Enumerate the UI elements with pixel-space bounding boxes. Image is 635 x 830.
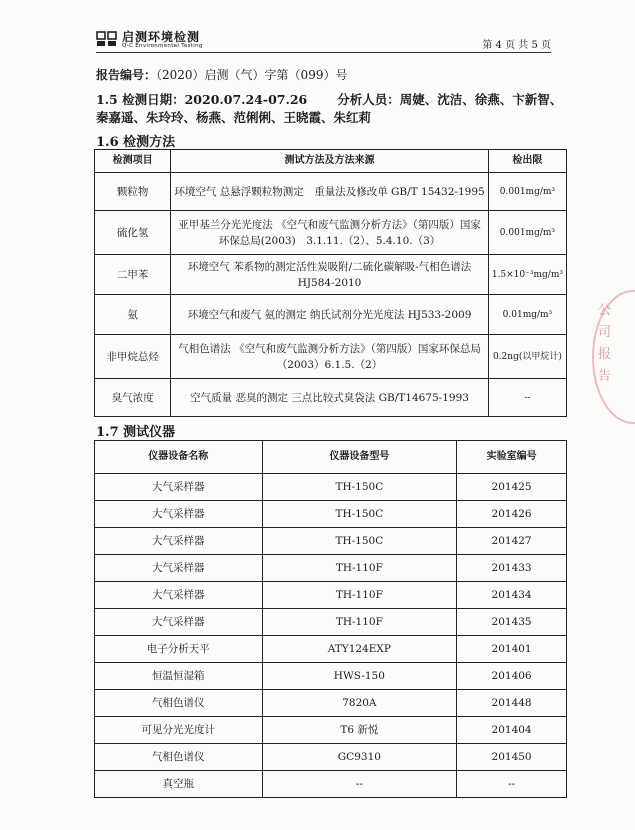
section-1-5 <box>96 91 566 127</box>
table-row <box>95 636 567 663</box>
detection-limit: 0.001mg/m³ <box>488 173 566 211</box>
lab-number: 201450 <box>457 744 567 771</box>
table-row <box>95 173 567 211</box>
test-date: 1.5 检测日期：2020.07.24-07.26 <box>96 92 308 107</box>
table-row <box>95 379 567 417</box>
page-header <box>96 26 551 53</box>
instrument-name: 大气采样器 <box>95 501 263 528</box>
instrument-name: 大气采样器 <box>95 609 263 636</box>
report-number-label: 报告编号： <box>96 68 157 82</box>
test-method: 空气质量 恶臭的测定 三点比较式臭袋法 GB/T14675-1993 <box>171 379 489 417</box>
lab-number: 201425 <box>457 474 567 501</box>
table-row <box>95 474 567 501</box>
instrument-name: 大气采样器 <box>95 582 263 609</box>
lab-number: 201427 <box>457 528 567 555</box>
column-header: 检出限 <box>488 150 566 173</box>
lab-number: 201426 <box>457 501 567 528</box>
lab-number: 201406 <box>457 663 567 690</box>
methods-table <box>94 149 567 417</box>
instrument-name: 大气采样器 <box>95 555 263 582</box>
table-row <box>95 717 567 744</box>
lab-number: 201435 <box>457 609 567 636</box>
detection-limit: 0.2ng(以甲烷计) <box>488 335 566 379</box>
test-item: 二甲苯 <box>95 255 171 295</box>
instrument-name: 可见分光光度计 <box>95 717 263 744</box>
instrument-model: TH-110F <box>262 582 457 609</box>
instrument-name: 真空瓶 <box>95 771 263 798</box>
instrument-model: TH-150C <box>262 474 457 501</box>
table-row <box>95 528 567 555</box>
column-header: 仪器设备名称 <box>95 441 263 474</box>
lab-number: 201434 <box>457 582 567 609</box>
test-method: 环境空气 总悬浮颗粒物测定 重量法及修改单 GB/T 15432-1995 <box>171 173 489 211</box>
detection-limit: 0.01mg/m³ <box>488 295 566 335</box>
company-logo-icon <box>96 30 118 48</box>
report-number-line <box>96 66 347 83</box>
test-item: 臭气浓度 <box>95 379 171 417</box>
table-row <box>95 501 567 528</box>
test-item: 颗粒物 <box>95 173 171 211</box>
column-header: 测试方法及方法来源 <box>171 150 489 173</box>
lab-number: 201433 <box>457 555 567 582</box>
table-row <box>95 555 567 582</box>
test-method: 环境空气和废气 氨的测定 纳氏试剂分光光度法 HJ533-2009 <box>171 295 489 335</box>
table-row <box>95 771 567 798</box>
instrument-model: T6 新悦 <box>262 717 457 744</box>
lab-number: -- <box>457 771 567 798</box>
logo-text-en: Q-C Environmental Testing <box>122 43 203 49</box>
section-1-6-title: 1.6 检测方法 <box>96 135 176 150</box>
table-row <box>95 295 567 335</box>
test-method: 亚甲基兰分光光度法 《空气和废气监测分析方法》（第四版）国家环保总局(2003) 3.1.11.（2）、5.4.10.（3） <box>171 211 489 255</box>
section-1-7-title: 1.7 测试仪器 <box>96 425 176 440</box>
report-number: （2020）启测（气）字第（099）号 <box>156 68 348 82</box>
detection-limit: 1.5×10⁻³mg/m³ <box>488 255 566 295</box>
company-seal-text: 公司 报告 <box>598 303 612 384</box>
table-row <box>95 211 567 255</box>
test-item: 氨 <box>95 295 171 335</box>
instruments-table <box>94 440 567 798</box>
instrument-model: HWS-150 <box>262 663 457 690</box>
instrument-model: TH-110F <box>262 555 457 582</box>
table-row <box>95 690 567 717</box>
table-row <box>95 582 567 609</box>
instrument-model: 7820A <box>262 690 457 717</box>
table-row <box>95 255 567 295</box>
test-item: 非甲烷总烃 <box>95 335 171 379</box>
lab-number: 201404 <box>457 717 567 744</box>
table-row <box>95 663 567 690</box>
instrument-model: ATY124EXP <box>262 636 457 663</box>
column-header: 检测项目 <box>95 150 171 173</box>
table-row <box>95 609 567 636</box>
column-header: 仪器设备型号 <box>262 441 457 474</box>
instrument-name: 气相色谱仪 <box>95 690 263 717</box>
instrument-name: 大气采样器 <box>95 528 263 555</box>
instrument-model: TH-150C <box>262 528 457 555</box>
instrument-name: 恒温恒湿箱 <box>95 663 263 690</box>
table-row <box>95 744 567 771</box>
instrument-model: GC9310 <box>262 744 457 771</box>
instrument-name: 电子分析天平 <box>95 636 263 663</box>
instrument-model: TH-150C <box>262 501 457 528</box>
detection-limit: -- <box>488 379 566 417</box>
analysts-label: 分析人员：周婕、沈洁、徐燕、卞新智、 <box>337 92 563 107</box>
lab-number: 201401 <box>457 636 567 663</box>
table-header-row <box>95 441 567 474</box>
instrument-name: 气相色谱仪 <box>95 744 263 771</box>
column-header: 实验室编号 <box>457 441 567 474</box>
table-header-row <box>95 150 567 173</box>
analysts-continued: 秦嘉遥、朱玲玲、杨燕、范俐俐、王晓霞、朱红莉 <box>96 110 372 125</box>
test-method: 环境空气 苯系物的测定活性炭吸附/二硫化碳解吸-气相色谱法 HJ584-2010 <box>171 255 489 295</box>
table-row <box>95 335 567 379</box>
test-method: 气相色谱法 《空气和废气监测分析方法》（第四版）国家环保总局（2003）6.1.5.（2） <box>171 335 489 379</box>
lab-number: 201448 <box>457 690 567 717</box>
page-indicator: 第 4 页 共 5 页 <box>482 40 551 51</box>
instrument-model: -- <box>262 771 457 798</box>
instrument-model: TH-110F <box>262 609 457 636</box>
test-item: 硫化氢 <box>95 211 171 255</box>
detection-limit: 0.001mg/m³ <box>488 211 566 255</box>
instrument-name: 大气采样器 <box>95 474 263 501</box>
logo-text-cn: 启测环境检测 <box>122 30 201 44</box>
